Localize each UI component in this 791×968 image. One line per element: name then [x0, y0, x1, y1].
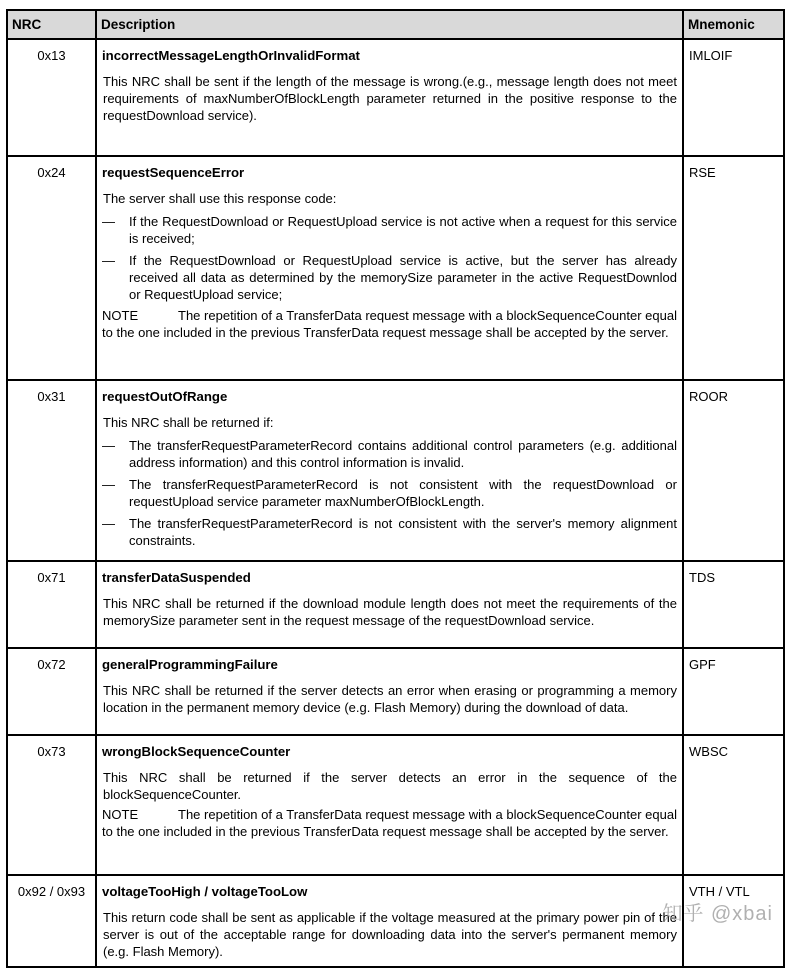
- dash-mark: —: [102, 214, 115, 229]
- nrc-mnemonic: WBSC: [683, 735, 784, 875]
- nrc-mnemonic: ROOR: [683, 380, 784, 561]
- note-label: NOTE: [102, 807, 139, 822]
- nrc-code: 0x31: [7, 380, 96, 561]
- nrc-text: This return code shall be sent as applicable if the voltage measured at the primary power pin of the server is out of the acceptable range for downloading data into the server's permanent memory (e.g. Flash Memory).: [103, 910, 677, 959]
- list-item-text: The transferRequestParameterRecord contains additional control parameters (e.g. additional address information) and this control information is invalid.: [129, 438, 677, 470]
- header-mnemonic: Mnemonic: [683, 10, 784, 39]
- list-item-text: The transferRequestParameterRecord is not consistent with the requestDownload or requestUpload service parameter maxNumberOfBlockLength.: [129, 477, 677, 509]
- nrc-name: generalProgrammingFailure: [102, 657, 278, 672]
- nrc-description: [96, 648, 683, 735]
- nrc-description: [96, 875, 683, 967]
- nrc-code: 0x71: [7, 561, 96, 648]
- nrc-mnemonic: VTH / VTL: [683, 875, 784, 967]
- list-item: [102, 252, 677, 303]
- note-text: The repetition of a TransferData request message with a blockSequenceCounter equal to the one included in the previous TransferData request message shall be accepted by the server.: [102, 807, 677, 839]
- list-item-text: The transferRequestParameterRecord is not consistent with the server's memory alignment constraints.: [129, 516, 677, 548]
- watermark: 知乎 @xbai: [662, 903, 773, 925]
- table-row: [7, 380, 784, 561]
- list-item: [102, 476, 677, 510]
- header-row: [7, 10, 784, 39]
- nrc-code: 0x92 / 0x93: [7, 875, 96, 967]
- nrc-description: [96, 156, 683, 380]
- nrc-name: voltageTooHigh / voltageTooLow: [102, 884, 308, 899]
- table-row: [7, 561, 784, 648]
- nrc-description: [96, 39, 683, 156]
- nrc-description: [96, 561, 683, 648]
- dash-mark: —: [102, 438, 115, 453]
- nrc-text: This NRC shall be sent if the length of the message is wrong.(e.g., message length does not meet requirements of maxNumberOfBlockLength parameter returned in the positive response to the requestDownload service).: [103, 74, 677, 123]
- nrc-mnemonic: GPF: [683, 648, 784, 735]
- note-label: NOTE: [102, 308, 139, 323]
- table-row: [7, 39, 784, 156]
- nrc-name: requestOutOfRange: [102, 389, 228, 404]
- nrc-bullet-list: [102, 213, 677, 303]
- dash-mark: —: [102, 253, 115, 268]
- nrc-lead: This NRC shall be returned if:: [103, 415, 274, 430]
- nrc-text: This NRC shall be returned if the server detects an error when erasing or programming a memory location in the permanent memory device (e.g. Flash Memory) during the download of data.: [103, 683, 677, 715]
- nrc-name: transferDataSuspended: [102, 570, 251, 585]
- list-item: [102, 437, 677, 471]
- nrc-code: 0x73: [7, 735, 96, 875]
- list-item: [102, 213, 677, 247]
- dash-mark: —: [102, 516, 115, 531]
- nrc-code: 0x13: [7, 39, 96, 156]
- list-item-text: If the RequestDownload or RequestUpload service is not active when a request for this service is received;: [129, 214, 677, 246]
- header-description: Description: [96, 10, 683, 39]
- nrc-code: 0x24: [7, 156, 96, 380]
- list-item: [102, 515, 677, 549]
- table-row: [7, 156, 784, 380]
- nrc-mnemonic: TDS: [683, 561, 784, 648]
- nrc-text: This NRC shall be returned if the server detects an error in the sequence of the blockSequenceCounter.: [103, 770, 677, 802]
- table-row: [7, 648, 784, 735]
- nrc-table: [6, 9, 785, 968]
- nrc-mnemonic: RSE: [683, 156, 784, 380]
- dash-mark: —: [102, 477, 115, 492]
- nrc-description: [96, 735, 683, 875]
- nrc-text: This NRC shall be returned if the download module length does not meet the requirements of the memorySize parameter sent in the request message of the requestDownload service.: [103, 596, 677, 628]
- list-item-text: If the RequestDownload or RequestUpload service is active, but the server has already received all data as determined by the memorySize parameter in the active RequestDownlod or RequestUpload service;: [129, 253, 677, 302]
- nrc-name: requestSequenceError: [102, 165, 245, 180]
- note-text: The repetition of a TransferData request message with a blockSequenceCounter equal to the one included in the previous TransferData request message shall be accepted by the server.: [102, 308, 677, 340]
- nrc-lead: The server shall use this response code:: [103, 191, 337, 206]
- nrc-note: [102, 807, 677, 840]
- nrc-description: [96, 380, 683, 561]
- nrc-bullet-list: [102, 437, 677, 549]
- nrc-mnemonic: IMLOIF: [683, 39, 784, 156]
- nrc-code: 0x72: [7, 648, 96, 735]
- nrc-name: incorrectMessageLengthOrInvalidFormat: [102, 48, 360, 63]
- table-row: [7, 735, 784, 875]
- nrc-name: wrongBlockSequenceCounter: [102, 744, 291, 759]
- nrc-note: [102, 308, 677, 341]
- header-nrc: NRC: [7, 10, 96, 39]
